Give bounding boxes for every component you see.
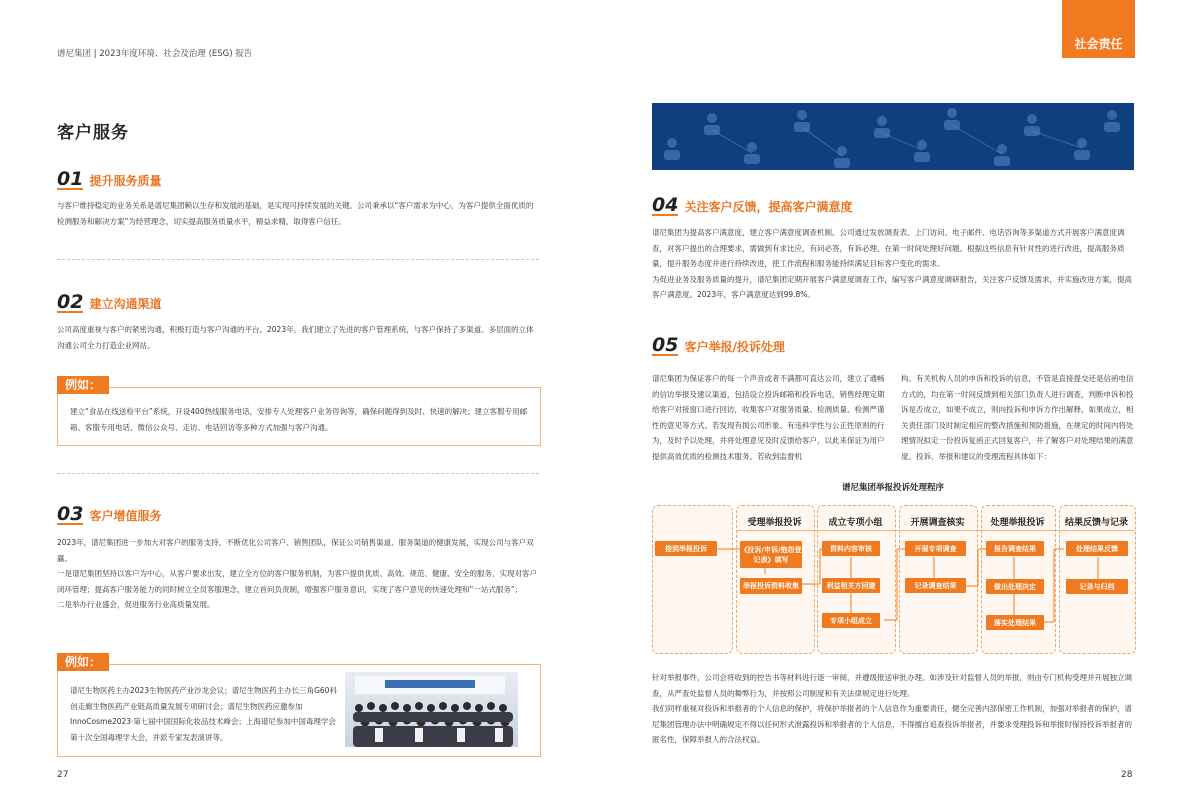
example-text: 谱尼生物医药主办2023生物医药产业沙龙会议；谱尼生物医药主办长三角G60科创走廊生物医药产业链高质量发展专项研讨会；谱尼生物医药应邀参加InnoCosme2023·第七届中国国际化妆品技术峰会；上海谱尼参加中国毒理学会第十次全国毒理学大会，并派专家发表演讲等。 (70, 686, 337, 742)
section-title: 建立沟通渠道 (89, 296, 162, 311)
section-number: 02 (57, 291, 84, 313)
stage-heading: 结果反馈与记录 (1064, 518, 1128, 528)
flow-box: 利益相关方回避 (822, 578, 880, 593)
section-tag: 社会责任 (1062, 0, 1135, 58)
flow-box: 处理结果反馈 (1066, 541, 1128, 556)
section-5-col1: 谱尼集团为保证客户的每一个声音或者不满都可直达公司，建立了通畅的信访举报及建议渠道，包括设立投诉邮箱和投诉电话，销售经理定期给客户对接窗口进行回访，收集客户对服务质量、检测质量、检测严谨性的意见等方式。若发现有损公司形象、有违科学性与公正性原则的行为，及时予以处理，并将处理意见及时反馈给客户，以此来保证为用户提供高效优质的检测技术服务。若收到监督机 (652, 374, 885, 461)
section-title: 提升服务质量 (89, 173, 162, 188)
example-label: 例如： (57, 653, 109, 671)
divider (57, 473, 539, 474)
flow-box: 报告调查结果 (986, 541, 1044, 556)
divider (57, 259, 539, 260)
stage-heading: 处理举报投诉 (990, 518, 1045, 528)
flowchart-title: 谱尼集团举报投诉处理程序 (841, 483, 944, 493)
section-title: 客户举报/投诉处理 (684, 339, 785, 354)
section-title: 客户增值服务 (89, 508, 162, 523)
flow-box: 资料内容审核 (822, 541, 880, 556)
paragraph: 为促进业务及服务质量的提升，谱尼集团定期开展客户满意度调查工作，编写客户满意度调研报告，关注客户反馈及需求，并实施改进方案，提高客户满意度。2023年，客户满意度达到99.8%。 (652, 274, 1132, 299)
bottom-text (652, 670, 1134, 748)
flow-box: 举报投诉资料收集 (740, 578, 802, 594)
section-4-text (652, 225, 1134, 303)
paragraph: 我们同样重视对投诉和举报者的个人信息的保护，将保护举报者的个人信息作为重要责任，健全完善内部保密工作机制，加强对举报者的保护，谱尼集团管理办法中明确规定不得以任何形式泄露投诉和举报者的个人信息，不得擅自追查投诉举报者，并要求受理投诉和举报时保持投诉举报者的匿名性，保障举报人的合法权益。 (652, 704, 1132, 744)
example-text: 建立“食品在线送检平台”系统，开设400热线服务电话，安排专人处理客户业务咨询等，确保问题得到及时、快速的解决；建立客服专用邮箱、客服专用电话、微信公众号、走访、电话回访等多种方式加强与客户沟通。 (70, 407, 528, 432)
section-4-heading (652, 196, 852, 216)
flow-box: 做出处理决定 (986, 579, 1044, 594)
page-title: 客户服务 (57, 123, 129, 143)
group-photo (345, 672, 518, 747)
section-number: 03 (57, 503, 84, 525)
paragraph: 针对举报事件，公司会将收到的控告书等材料进行逐一审阅，并遵级报送审批办理。如涉及针对监督人员的举报，则由专门机构受理并开展独立调查，从严查处监督人员的舞弊行为，并按照公司制度和有关法律规定进行处理。 (652, 673, 1132, 698)
paragraph: 二是举办行业盛会，促进服务行业高质量发展。 (57, 600, 215, 609)
flow-connectors (652, 530, 1134, 652)
page-number-left: 27 (57, 770, 69, 780)
flow-box: 专项小组成立 (822, 613, 880, 628)
flow-box: 《投诉/申诉/抱怨登记表》填写 (740, 541, 802, 568)
paragraph: 谱尼集团为提高客户满意度，建立客户满意度调查机制。公司通过发放调查表、上门访问、电子邮件、电话咨询等多渠道方式开展客户满意度调查，对客户提出的合理要求，需做到有求比应，有问必答，有诉必理，在第一时间处理好问题。根据这些信息有针对性的进行改进，提高服务质量，提升服务态度并进行持续改进，使工作流程和服务能持续满足目标客户变化的需求。 (652, 228, 1125, 268)
section-5-col2: 构、有关机构人员的申诉和投诉的信息，不管是直接提交还是信函电信方式的，均在第一时间反馈到相关部门负责人进行调查，判断申诉和投诉是否成立，如果不成立，则向投诉和申诉方作出解释，如果成立，相关责任部门及时制定相应的整改措施和预防措施，在规定的时间内将处理情况拟定一份投诉复函正式回复客户，并了解客户对处理结果的满意度。投诉、举报和建议的受理流程具体如下： (901, 374, 1134, 461)
stage-heading: 开展调查核实 (910, 518, 965, 528)
flow-box-start: 接到举报投诉 (655, 541, 717, 556)
section-number: 04 (652, 194, 679, 216)
page-number-right: 28 (1121, 770, 1133, 780)
section-number: 01 (57, 168, 84, 190)
flow-box: 开展专项调查 (905, 541, 966, 556)
section-2-text: 公司高度重视与客户的紧密沟通，积极打造与客户沟通的平台。2023年，我们建立了先进的客户管理系统，与客户保持了多渠道、多层面的立体沟通公司全力打造企业网站。 (57, 325, 534, 350)
section-1-text: 与客户维持稳定的业务关系是谱尼集团赖以生存和发展的基础，是实现可持续发展的关键。公司秉承以“客户需求为中心，为客户提供全面优质的检测服务和解决方案”为经营理念，切实提高服务质量水平，精益求精，取得客户信任。 (57, 201, 534, 226)
people-icons-banner (652, 103, 1134, 170)
flow-box: 落实处理结果 (986, 615, 1044, 630)
flow-box: 记录调查结果 (905, 578, 966, 593)
example-label: 例如： (57, 376, 109, 394)
stage-heading: 成立专项小组 (828, 518, 883, 528)
flow-box: 记录与归档 (1066, 579, 1128, 594)
stage-heading: 受理举报投诉 (747, 518, 802, 528)
paragraph: 2023年，谱尼集团进一步加大对客户的服务支持，不断优化公司客户、销售团队，保证公司销售渠道、服务渠道的健康发展，实现公司与客户双赢。 (57, 538, 534, 563)
paragraph: 一是谱尼集团坚持以客户为中心，从客户要求出发，建立全方位的客户服务机制，为客户提供优质、高效、规范、健康、安全的服务，实现对客户闭环管理；提高客户服务能力的同时树立全员客服理念，建立首问负责制，增强客户服务意识，实现了客户意见的快速处理和“一站式服务”； (57, 569, 537, 594)
section-3-heading (57, 505, 161, 525)
section-5-heading (652, 336, 785, 356)
section-2-heading (57, 293, 161, 313)
section-title: 关注客户反馈，提高客户满意度 (684, 199, 853, 214)
section-3-text (57, 535, 539, 613)
report-header: 谱尼集团 | 2023年度环境、社会及治理 (ESG) 报告 (57, 49, 253, 59)
section-1-heading (57, 170, 161, 190)
section-number: 05 (652, 334, 679, 356)
